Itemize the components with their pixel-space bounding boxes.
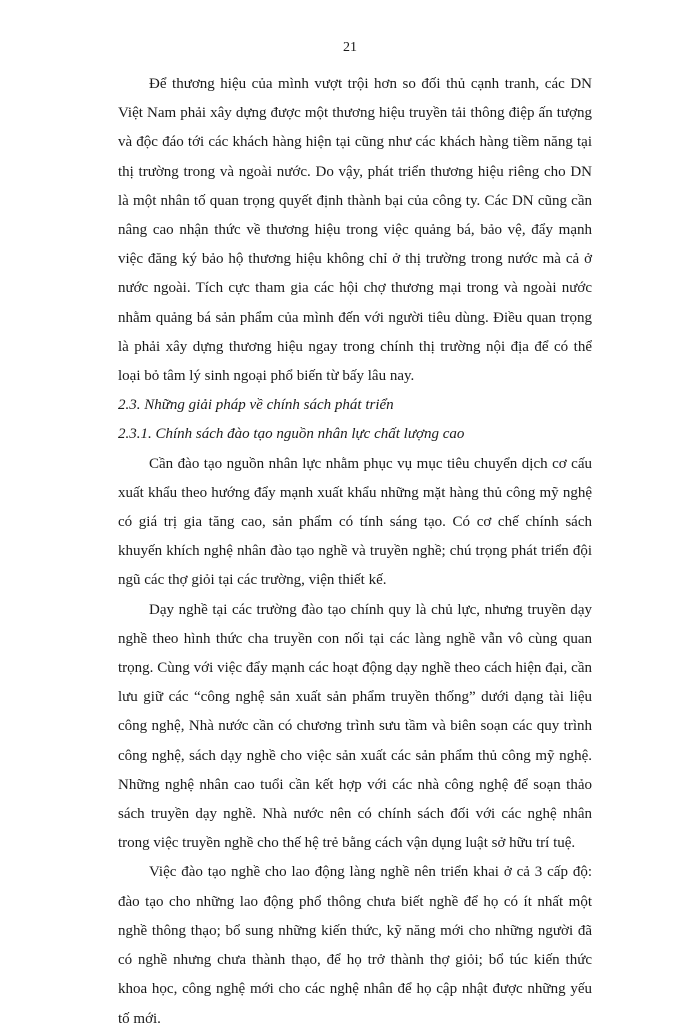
section-heading-2-3: 2.3. Những giải pháp về chính sách phát triển [118, 397, 394, 414]
paragraph-brand-development: Để thương hiệu của mình vượt trội hơn so đối thủ cạnh tranh, các DN Việt Nam phải xây dựng được một thương hiệu truyền tải thông điệp ấn tượng và độc đáo tới các khách hàng hiện tại cũng như các khách hàng tiềm năng tại thị trường trong và ngoài nước. Do vậy, phát triển thương hiệu riêng cho DN là một nhân tố quan trọng quyết định thành bại của công ty. Các DN cũng cần nâng cao nhận thức về thương hiệu trong việc quảng bá, bảo vệ, đẩy mạnh việc đăng ký bảo hộ thương hiệu không chỉ ở thị trường trong nước mà cả ở nước ngoài. Tích cực tham gia các hội chợ thương mại trong và ngoài nước nhằm quảng bá sản phẩm của mình đến với người tiêu dùng. Điều quan trọng là phải xây dựng thương hiệu ngay trong chính thị trường nội địa để có thể loại bỏ tâm lý sinh ngoại phổ biến từ bấy lâu nay. [118, 76, 592, 385]
page-content [118, 70, 592, 1034]
section-heading-2-3-1: 2.3.1. Chính sách đào tạo nguồn nhân lực chất lượng cao [118, 426, 465, 443]
paragraph-training-levels: Việc đào tạo nghề cho lao động làng nghề nên triển khai ở cả 3 cấp độ: đào tạo cho những lao động phổ thông chưa biết nghề để họ có ít nhất một nghề thông thạo; bổ sung những kiến thức, kỹ năng mới cho những người đã có nghề nhưng chưa thành thạo, để họ trở thành thợ giỏi; bổ túc kiến thức khoa học, công nghệ mới cho các nghệ nhân để họ cập nhật được những yếu tố mới. [118, 864, 592, 1027]
page-number: 21 [343, 40, 357, 55]
paragraph-vocational-teaching: Dạy nghề tại các trường đào tạo chính quy là chủ lực, nhưng truyền dạy nghề theo hình thức cha truyền con nối tại các làng nghề vẫn vô cùng quan trọng. Cùng với việc đẩy mạnh các hoạt động dạy nghề theo cách hiện đại, cần lưu giữ các “công nghệ sản xuất sản phẩm truyền thống” dưới dạng tài liệu công nghệ, Nhà nước cần có chương trình sưu tầm và biên soạn các quy trình công nghệ, sách dạy nghề cho việc sản xuất các sản phẩm thủ công mỹ nghệ. Những nghệ nhân cao tuổi cần kết hợp với các nhà công nghệ để soạn thảo sách truyền dạy nghề. Nhà nước nên có chính sách đối với các nghệ nhân trong việc truyền nghề cho thế hệ trẻ bằng cách vận dụng luật sở hữu trí tuệ. [118, 601, 592, 852]
paragraph-training-workforce: Cần đào tạo nguồn nhân lực nhằm phục vụ mục tiêu chuyển dịch cơ cấu xuất khẩu theo hướng đẩy mạnh xuất khẩu những mặt hàng thủ công mỹ nghệ có giá trị gia tăng cao, sản phẩm có tính sáng tạo. Có cơ chế chính sách khuyến khích nghệ nhân đào tạo nghề và truyền nghề; chú trọng phát triển đội ngũ các thợ giỏi tại các trường, viện thiết kế. [118, 455, 592, 589]
